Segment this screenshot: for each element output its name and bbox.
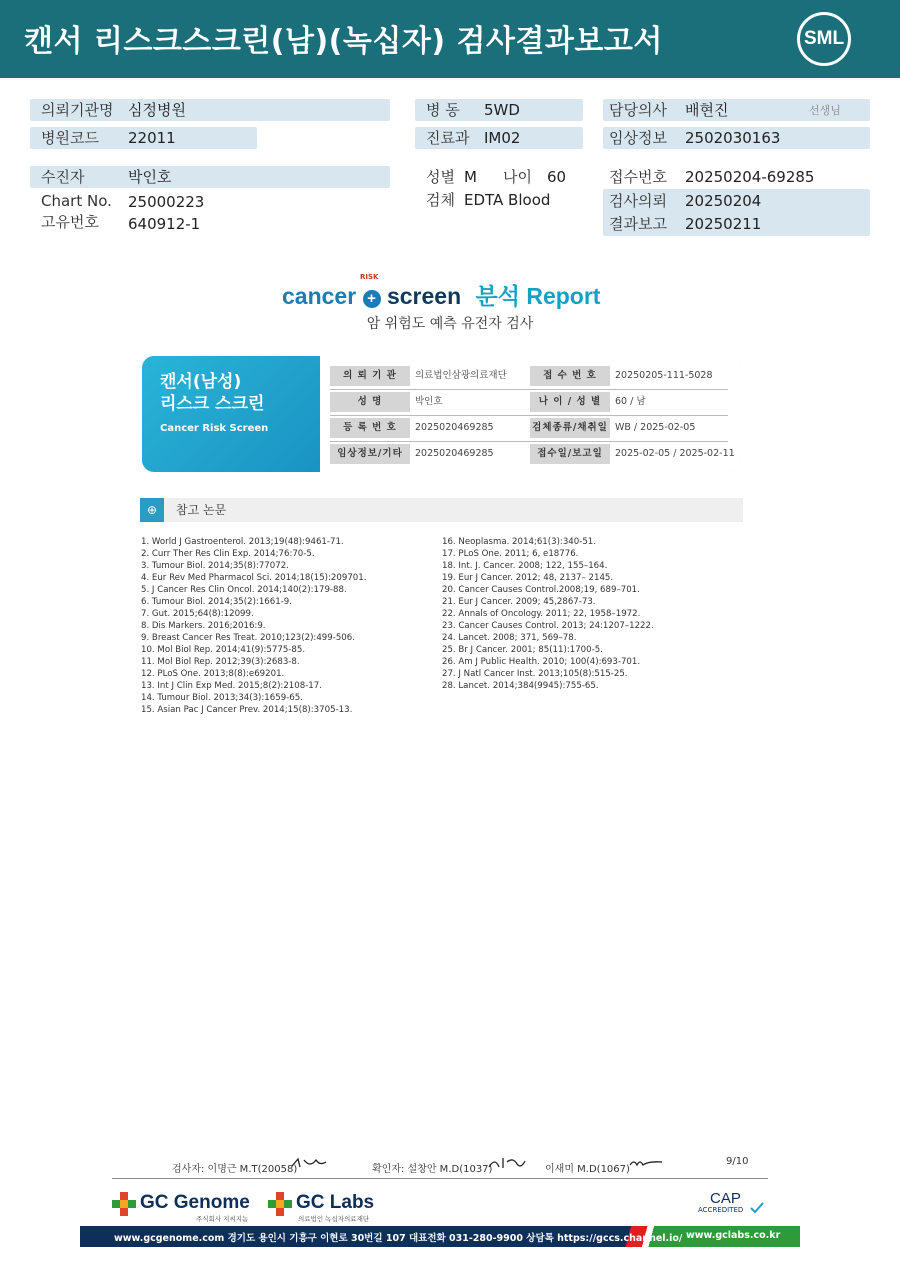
reference-item: 11. Mol Biol Rep. 2012;39(3):2683-8. bbox=[141, 657, 300, 667]
ward-label: 병 동 bbox=[426, 101, 460, 119]
sex-label: 성별 bbox=[426, 168, 455, 186]
age-label: 나이 bbox=[503, 168, 532, 186]
cap-text: CAP bbox=[710, 1190, 741, 1207]
confirmer-signature-mark bbox=[487, 1155, 527, 1171]
reference-item: 6. Tumour Biol. 2014;35(2):1661-9. bbox=[141, 597, 292, 607]
tester-signature: 검사자: 이명근 M.T(20058) bbox=[172, 1164, 298, 1175]
brand-cancer: cancer bbox=[282, 283, 357, 309]
card-value: 2025020469285 bbox=[415, 448, 494, 459]
confirmer2-signature: 이새미 M.D(1067) bbox=[545, 1164, 630, 1175]
reference-item: 2. Curr Ther Res Clin Exp. 2014;76:70-5. bbox=[141, 549, 315, 559]
card-divider bbox=[330, 389, 728, 390]
card-value: 박인호 bbox=[415, 396, 443, 407]
patient-label: 수진자 bbox=[41, 168, 85, 186]
reference-item: 1. World J Gastroenterol. 2013;19(48):9461-71. bbox=[141, 537, 344, 547]
doctor-suffix: 선생님 bbox=[809, 104, 841, 117]
request-label: 검사의뢰 bbox=[609, 192, 667, 210]
gc-cross-icon bbox=[268, 1192, 292, 1216]
reference-item: 4. Eur Rev Med Pharmacol Sci. 2014;18(15):209701. bbox=[141, 573, 367, 583]
specimen-value: EDTA Blood bbox=[464, 191, 551, 209]
reference-item: 22. Annals of Oncology. 2011; 22, 1958–1972. bbox=[442, 609, 641, 619]
unique-no-value: 640912-1 bbox=[128, 215, 201, 233]
card-title bbox=[160, 371, 264, 415]
reference-item: 19. Eur J Cancer. 2012; 48, 2137– 2145. bbox=[442, 573, 614, 583]
request-value: 20250204 bbox=[685, 192, 762, 210]
sex-value: M bbox=[464, 168, 477, 186]
card-label: 의 뢰 기 관 bbox=[330, 366, 410, 386]
card-label: 접수일/보고일 bbox=[530, 444, 610, 464]
gc-labs-text: GC Labs bbox=[296, 1192, 375, 1213]
brand-screen: screen bbox=[386, 283, 462, 309]
reference-item: 18. Int. J. Cancer. 2008; 122, 155–164. bbox=[442, 561, 608, 571]
reference-item: 9. Breast Cancer Res Treat. 2010;123(2):499-506. bbox=[141, 633, 355, 643]
card-label: 임상정보/기타 bbox=[330, 444, 410, 464]
dept-label: 진료과 bbox=[426, 129, 470, 147]
reference-item: 24. Lancet. 2008; 371, 569–78. bbox=[442, 633, 577, 643]
reference-item: 17. PLoS One. 2011; 6, e18776. bbox=[442, 549, 579, 559]
chart-no-label: Chart No. bbox=[41, 192, 112, 210]
reference-item: 27. J Natl Cancer Inst. 2013;105(8):515-25. bbox=[442, 669, 628, 679]
unique-no-label: 고유번호 bbox=[41, 213, 99, 231]
card-title-panel bbox=[142, 356, 320, 472]
reference-item: 26. Am J Public Health. 2010; 100(4):693-701. bbox=[442, 657, 641, 667]
receipt-value: 20250204-69285 bbox=[685, 168, 815, 186]
card-value: 의료법인삼광의료재단 bbox=[415, 370, 507, 381]
reference-item: 28. Lancet. 2014;384(9945):755-65. bbox=[442, 681, 599, 691]
card-value: 2025020469285 bbox=[415, 422, 494, 433]
hospital-code-label: 병원코드 bbox=[41, 129, 99, 147]
reference-item: 16. Neoplasma. 2014;61(3):340-51. bbox=[442, 537, 596, 547]
card-label: 등 록 번 호 bbox=[330, 418, 410, 438]
clinical-label: 임상정보 bbox=[609, 129, 667, 147]
gc-genome-text: GC Genome bbox=[140, 1192, 250, 1213]
patient-value: 박인호 bbox=[128, 168, 172, 186]
card-label: 성 명 bbox=[330, 392, 410, 412]
confirmer2-signature-mark bbox=[628, 1157, 664, 1169]
doctor-value: 배현진 bbox=[685, 101, 729, 119]
card-label: 접 수 번 호 bbox=[530, 366, 610, 386]
reference-item: 13. Int J Clin Exp Med. 2015;8(2):2108-17. bbox=[141, 681, 322, 691]
gc-labs-sub: 의료법인 녹십자의료재단 bbox=[298, 1215, 370, 1223]
card-value: 60 / 남 bbox=[615, 396, 646, 407]
sml-logo: SML bbox=[797, 12, 851, 66]
card-value: 2025-02-05 / 2025-02-11 bbox=[615, 448, 735, 459]
references-title: 참고 논문 bbox=[176, 503, 227, 517]
references-header bbox=[140, 498, 743, 522]
cap-sub: ACCREDITED bbox=[698, 1206, 744, 1214]
reference-item: 14. Tumour Biol. 2013;34(3):1659-65. bbox=[141, 693, 303, 703]
report-subtitle: 암 위험도 예측 유전자 검사 bbox=[366, 316, 534, 332]
footer-divider bbox=[112, 1178, 768, 1179]
card-label: 검체종류/채취일 bbox=[530, 418, 610, 438]
reference-item: 15. Asian Pac J Cancer Prev. 2014;15(8):3705-13. bbox=[141, 705, 353, 715]
receipt-label: 접수번호 bbox=[609, 168, 667, 186]
checkmark-icon bbox=[750, 1202, 764, 1214]
page-title: 캔서 리스크스크린(남)(녹십자) 검사결과보고서 bbox=[24, 24, 663, 59]
reference-item: 8. Dis Markers. 2016;2016:9. bbox=[141, 621, 266, 631]
card-title-line2: 리스크 스크린 bbox=[160, 394, 265, 414]
tester-signature-mark bbox=[290, 1156, 330, 1170]
reference-item: 10. Mol Biol Rep. 2014;41(9):5775-85. bbox=[141, 645, 306, 655]
ward-value: 5WD bbox=[484, 101, 520, 119]
result-value: 20250211 bbox=[685, 215, 762, 233]
reference-item: 21. Eur J Cancer. 2009; 45,2867-73. bbox=[442, 597, 596, 607]
brand-risk-tag: RISK bbox=[360, 273, 379, 281]
card-label: 나 이 / 성 별 bbox=[530, 392, 610, 412]
clinical-value: 2502030163 bbox=[685, 129, 781, 147]
confirmer-signature: 확인자: 설창안 M.D(1037) bbox=[372, 1164, 493, 1175]
reference-item: 23. Cancer Causes Control. 2013; 24:1207–1222. bbox=[442, 621, 654, 631]
institution-label: 의뢰기관명 bbox=[41, 101, 114, 119]
card-value: 20250205-111-5028 bbox=[615, 370, 713, 381]
test-info-card bbox=[142, 356, 740, 472]
age-value: 60 bbox=[547, 168, 567, 186]
reference-item: 12. PLoS One. 2013;8(8):e69201. bbox=[141, 669, 285, 679]
globe-icon: ⊕ bbox=[140, 498, 164, 522]
dept-value: IM02 bbox=[484, 129, 521, 147]
footer-website-link[interactable]: www.gclabs.co.kr bbox=[686, 1230, 781, 1241]
reference-item: 3. Tumour Biol. 2014;35(8):77072. bbox=[141, 561, 289, 571]
card-divider bbox=[330, 415, 728, 416]
card-title-en: Cancer Risk Screen bbox=[160, 423, 269, 434]
reference-item: 25. Br J Cancer. 2001; 85(11):1700-5. bbox=[442, 645, 603, 655]
gc-genome-sub: 주식회사 지씨지놈 bbox=[196, 1215, 249, 1223]
reference-item: 7. Gut. 2015;64(8):12099. bbox=[141, 609, 254, 619]
chart-no-value: 25000223 bbox=[128, 193, 205, 211]
footer-contact-text[interactable]: www.gcgenome.com 경기도 용인시 기흥구 이현로 30번길 107 대표전화 031-280-9900 상담톡 https://gccs.channel.io/ bbox=[114, 1233, 683, 1244]
brand-plus-icon: + bbox=[363, 290, 381, 308]
card-divider bbox=[330, 441, 728, 442]
doctor-label: 담당의사 bbox=[609, 101, 667, 119]
report-brand-title bbox=[282, 278, 600, 311]
card-title-line1: 캔서(남성) bbox=[160, 372, 242, 392]
institution-value: 심정병원 bbox=[128, 101, 186, 119]
specimen-label: 검체 bbox=[426, 191, 455, 209]
card-value: WB / 2025-02-05 bbox=[615, 422, 696, 433]
gc-cross-icon bbox=[112, 1192, 136, 1216]
cap-accredited-logo bbox=[698, 1190, 768, 1220]
page-number: 9/10 bbox=[726, 1156, 749, 1167]
brand-ko: 분석 Report bbox=[475, 283, 601, 309]
result-label: 결과보고 bbox=[609, 215, 667, 233]
reference-item: 5. J Cancer Res Clin Oncol. 2014;140(2):179-88. bbox=[141, 585, 347, 595]
reference-item: 20. Cancer Causes Control.2008;19, 689–701. bbox=[442, 585, 640, 595]
hospital-code-value: 22011 bbox=[128, 129, 176, 147]
